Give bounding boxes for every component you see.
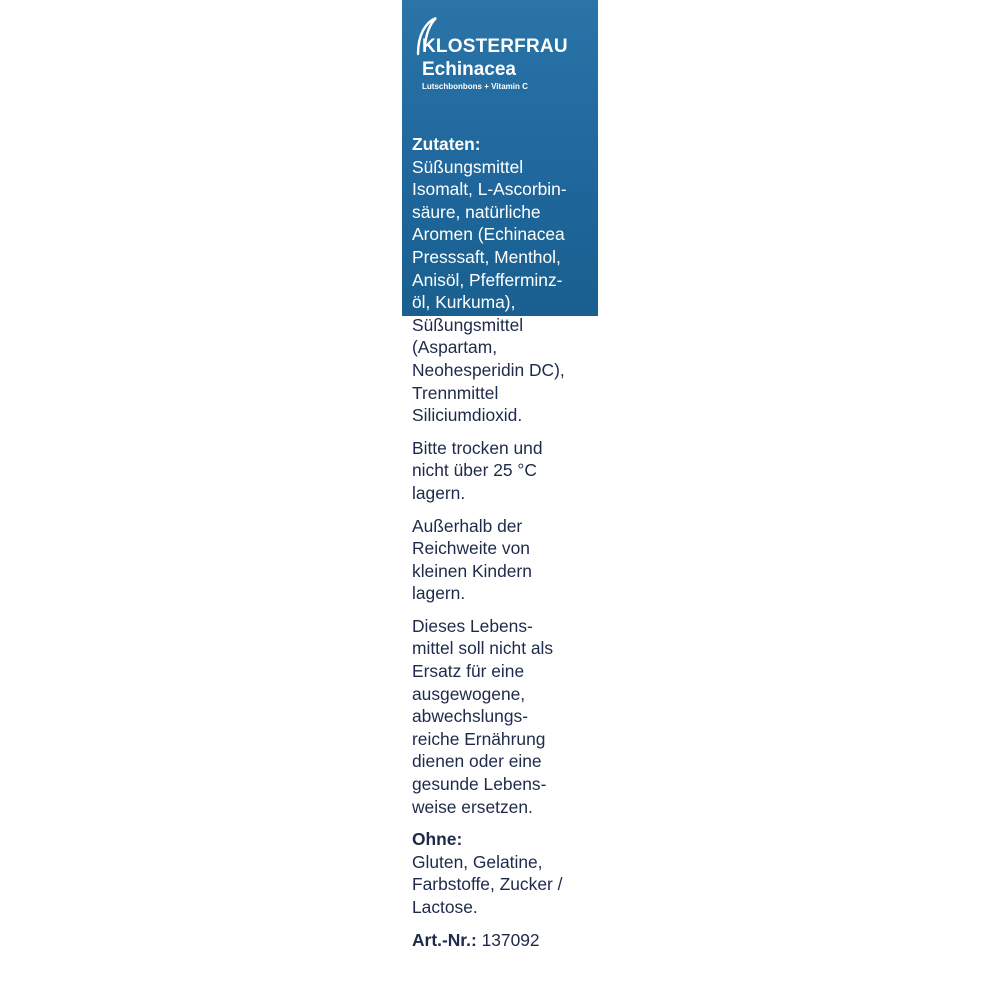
ingredients-heading: Zutaten: (412, 134, 481, 154)
notice-line: gesunde Lebens- (412, 774, 547, 795)
ingredients-line: Süßungsmittel (412, 314, 524, 335)
storage-line: lagern. (412, 482, 466, 503)
storage-line: nicht über 25 °C (412, 460, 537, 481)
product-label (402, 0, 598, 1000)
notice-line: dienen oder eine (412, 751, 542, 772)
free-from-heading: Ohne: (412, 829, 463, 850)
free-from-line: Gluten, Gelatine, (412, 851, 543, 872)
children-warning-line: kleinen Kindern (412, 560, 532, 581)
children-warning-line: Außerhalb der (412, 515, 523, 536)
ingredients-line: öl, Kurkuma), (412, 292, 516, 313)
children-warning-line: lagern. (412, 583, 466, 604)
notice-line: reiche Ernährung (412, 728, 546, 749)
storage-section (412, 437, 598, 505)
article-number-label: Art.-Nr.: (412, 929, 477, 950)
supplement-notice-section (412, 615, 598, 818)
label-text (412, 133, 598, 961)
ingredients-line: Süßungsmittel (412, 156, 524, 177)
notice-line: abwechslungs- (412, 706, 529, 727)
product-subline: Lutschbonbons + Vitamin C (422, 82, 528, 91)
ingredients-section (412, 133, 598, 427)
notice-line: mittel soll nicht als (412, 638, 554, 659)
notice-line: Dieses Lebens- (412, 615, 533, 636)
free-from-line: Farbstoffe, Zucker / (412, 874, 563, 895)
brand-name: KLOSTERFRAU (422, 36, 568, 57)
ingredients-line: Neohesperidin DC), (412, 359, 565, 380)
product-name: Echinacea (422, 59, 516, 80)
ingredients-line: Presssaft, Menthol, (412, 246, 561, 267)
ingredients-line: (Aspartam, (412, 337, 498, 358)
article-number (412, 929, 598, 952)
ingredients-line: Anisöl, Pfefferminz- (412, 269, 563, 290)
notice-line: ausgewogene, (412, 683, 526, 704)
ingredients-line: säure, natürliche (412, 201, 541, 222)
ingredients-line: Aromen (Echinacea (412, 224, 565, 245)
ingredients-line: Siliciumdioxid. (412, 405, 523, 426)
children-warning-line: Reichweite von (412, 538, 530, 559)
notice-line: weise ersetzen. (412, 796, 533, 817)
notice-line: Ersatz für eine (412, 661, 525, 682)
article-number-value: 137092 (481, 929, 540, 950)
storage-line: Bitte trocken und (412, 437, 543, 458)
ingredients-line: Isomalt, L-Ascorbin- (412, 179, 567, 200)
ingredients-line: Trennmittel (412, 382, 499, 403)
free-from-line: Lactose. (412, 897, 478, 917)
free-from-section (412, 828, 598, 918)
children-warning-section (412, 515, 598, 605)
